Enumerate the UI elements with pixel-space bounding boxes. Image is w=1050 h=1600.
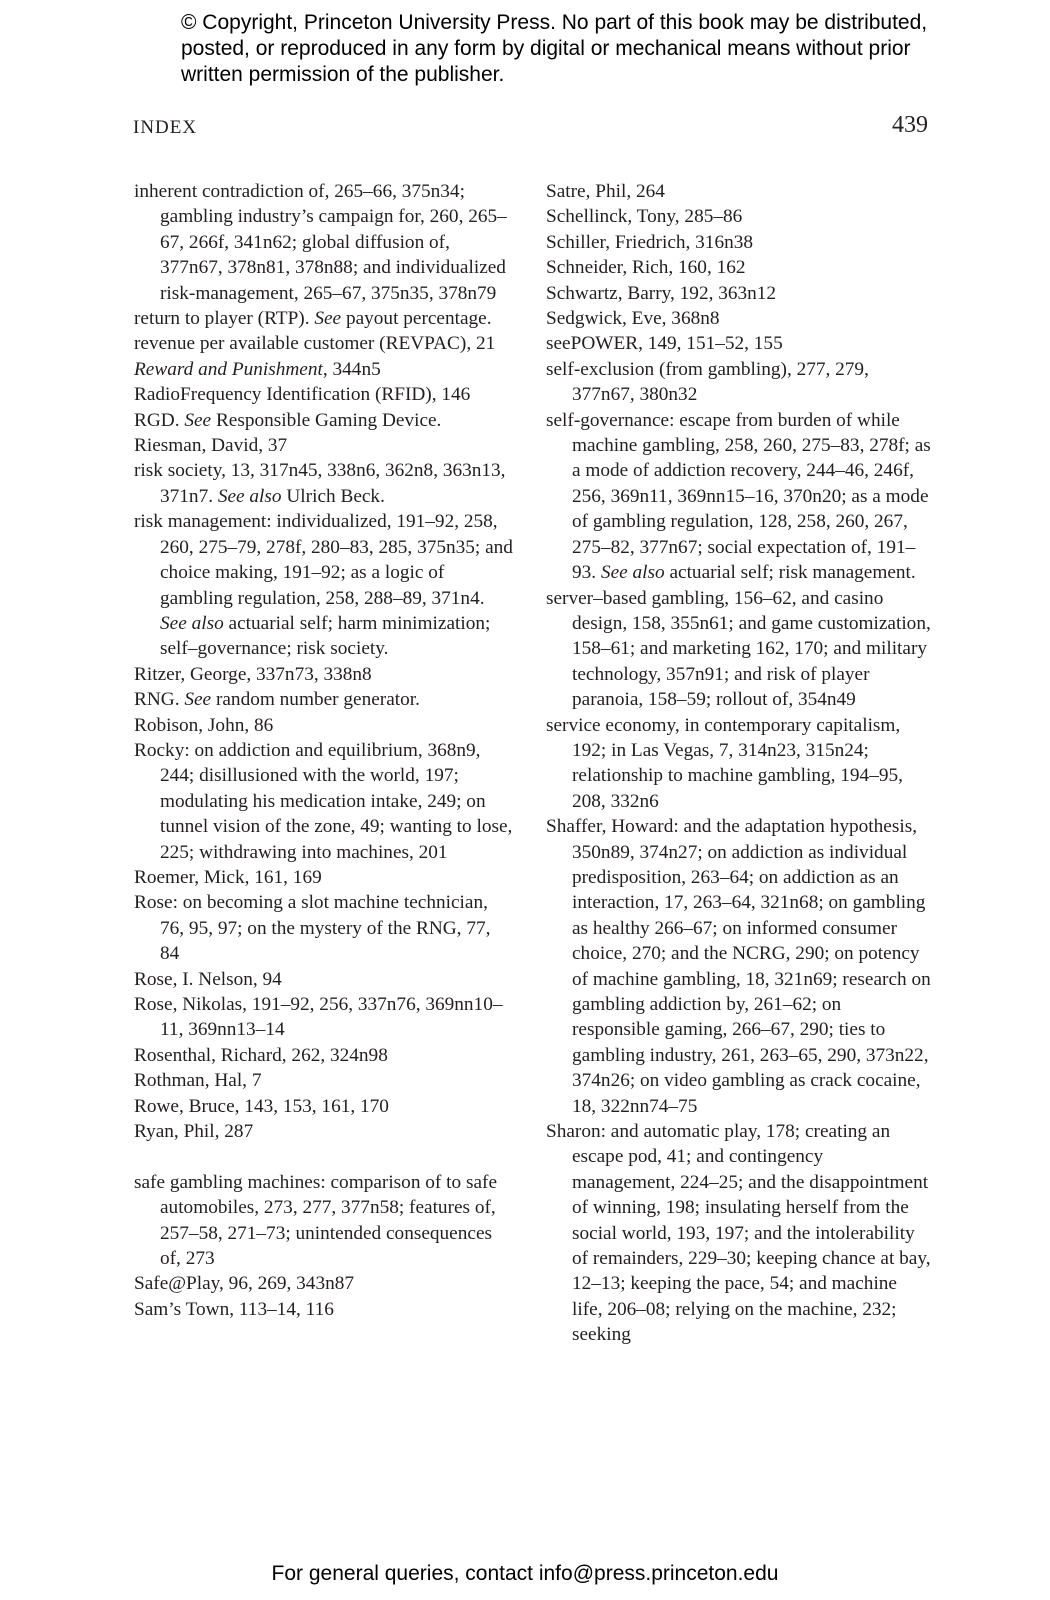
index-entry: server–based gambling, 156–62, and casino design, 158, 355n61; and game customization, 158–61; and marketing 162, 170; and military technology, 357n91; and risk of player paranoia, 158–59; rollout of, 354n49 [546, 587, 931, 711]
index-entry: Rosenthal, Richard, 262, 324n98 [134, 1044, 388, 1066]
index-entry: Rose, I. Nelson, 94 [134, 968, 282, 990]
index-entry: Schwartz, Barry, 192, 363n12 [546, 282, 777, 304]
index-column-left [134, 179, 514, 1322]
index-entry: Reward and Punishment, 344n5 [134, 358, 381, 380]
index-entry: Roemer, Mick, 161, 169 [134, 866, 322, 888]
running-head [133, 112, 928, 142]
index-entry: Rocky: on addiction and equilibrium, 368n9, 244; disillusioned with the world, 197; modulating his medication intake, 249; on tunnel vision of the zone, 49; wanting to lose, 225; withdrawing into machines, 201 [134, 739, 513, 863]
index-entry: Rothman, Hal, 7 [134, 1070, 262, 1092]
index-entry: return to player (RTP). See payout percentage. [134, 308, 492, 330]
index-entry: Satre, Phil, 264 [546, 181, 665, 202]
index-entry: self-governance: escape from burden of while machine gambling, 258, 260, 275–83, 278f; as a mode of addiction recovery, 244–46, 246f, 256, 369n11, 369nn15–16, 370n20; as a mode of gambling regulation, 128, 258, 260, 267, 275–82, 377n67; social expectation of, 191–93. See also actuarial self; risk management. [546, 409, 931, 584]
index-entry: Schiller, Friedrich, 316n38 [546, 231, 754, 253]
index-entry: revenue per available customer (REVPAC), 21 [134, 333, 496, 355]
index-entry: Ritzer, George, 337n73, 338n8 [134, 663, 372, 685]
index-entry: Riesman, David, 37 [134, 435, 288, 457]
index-entry: Robison, John, 86 [134, 714, 274, 736]
index-entry: Rose: on becoming a slot machine technician, 76, 95, 97; on the mystery of the RNG, 77, 84 [134, 892, 491, 965]
index-entry: Sam’s Town, 113–14, 116 [134, 1298, 334, 1320]
index-entry: risk management: individualized, 191–92, 258, 260, 275–79, 278f, 280–83, 285, 375n35; and choice making, 191–92; as a logic of gambling regulation, 258, 288–89, 371n4. See also actuarial self; harm minimization; self–governance; risk society. [134, 511, 513, 660]
footer-contact: For general queries, contact info@press.princeton.edu [271, 1562, 779, 1585]
index-entry: RNG. See random number generator. [134, 689, 420, 711]
index-entry: Shaffer, Howard: and the adaptation hypothesis, 350n89, 374n27; on addiction as individual predisposition, 263–64; on addiction as an interaction, 17, 263–64, 321n68; on gambling as healthy 266–67; on informed consumer choice, 270; and the NCRG, 290; on potency of machine gambling, 18, 321n69; research on gambling addiction by, 261–62; on responsible gaming, 266–67, 290; ties to gambling industry, 261, 263–65, 290, 373n22, 374n26; on video gambling as crack cocaine, 18, 322nn74–75 [546, 816, 931, 1117]
index-entry: RGD. See Responsible Gaming Device. [134, 409, 442, 431]
index-entry: Safe@Play, 96, 269, 343n87 [134, 1273, 355, 1295]
copyright-notice: © Copyright, Princeton University Press. No part of this book may be distributed, posted, or reproduced in any form by digital or mechanical means without prior written permission of the publisher. [181, 11, 928, 86]
index-entry: Schellinck, Tony, 285–86 [546, 206, 743, 228]
index-entry: Sharon: and automatic play, 178; creating an escape pod, 41; and contingency management, 224–25; and the disappointment of winning, 198; insulating herself from the social world, 193, 197; and the intolerability of remainders, 229–30; keeping chance at bay, 12–13; keeping the pace, 54; and machine life, 206–08; relying on the machine, 232; seeking [546, 1121, 931, 1346]
index-entry: self-exclusion (from gambling), 277, 279, 377n67, 380n32 [546, 358, 869, 406]
index-entry: safe gambling machines: comparison of to safe automobiles, 273, 277, 377n58; features of, 257–58, 271–73; unintended consequences of, 273 [134, 1171, 498, 1270]
running-head-title: INDEX [133, 117, 198, 138]
index-entry: Rose, Nikolas, 191–92, 256, 337n76, 369nn10–11, 369nn13–14 [134, 994, 503, 1041]
index-entry: Ryan, Phil, 287 [134, 1121, 254, 1143]
index-entry: Sedgwick, Eve, 368n8 [546, 308, 720, 330]
index-entry: Schneider, Rich, 160, 162 [546, 257, 746, 279]
index-entry: seePOWER, 149, 151–52, 155 [546, 333, 783, 355]
index-entry: risk society, 13, 317n45, 338n6, 362n8, 363n13, 371n7. See also Ulrich Beck. [134, 460, 506, 507]
index-entry: service economy, in contemporary capitalism, 192; in Las Vegas, 7, 314n23, 315n24; relationship to machine gambling, 194–95, 208, 332n6 [546, 714, 903, 812]
page-number: 439 [892, 112, 928, 138]
index-column-right [546, 179, 931, 1348]
index-entry: RadioFrequency Identification (RFID), 146 [134, 384, 471, 406]
index-entry: inherent contradiction of, 265–66, 375n34; gambling industry’s campaign for, 260, 265–67, 266f, 341n62; global diffusion of, 377n67, 378n81, 378n88; and individualized risk-management, 265–67, 375n35, 378n79 [134, 181, 507, 304]
index-entry: Rowe, Bruce, 143, 153, 161, 170 [134, 1095, 389, 1117]
